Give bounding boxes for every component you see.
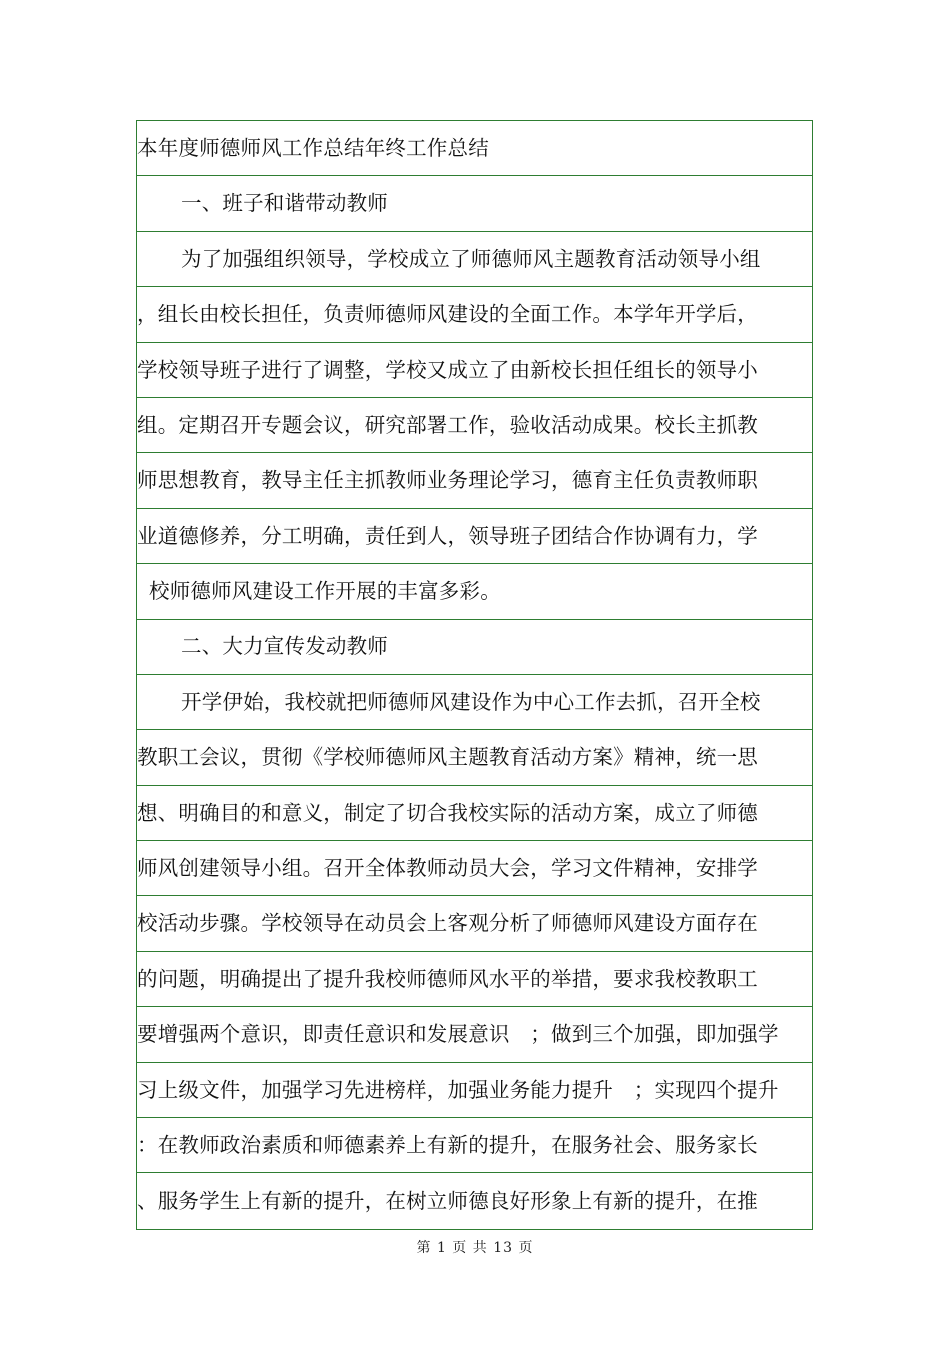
text-line: 学校领导班子进行了调整，学校又成立了由新校长担任组长的领导小: [137, 343, 812, 398]
text-line: 教职工会议，贯彻《学校师德师风主题教育活动方案》精神，统一思: [137, 730, 812, 785]
text-line: 师风创建领导小组。召开全体教师动员大会，学习文件精神，安排学: [137, 841, 812, 896]
text-line: 想、明确目的和意义，制定了切合我校实际的活动方案，成立了师德: [137, 786, 812, 841]
text-line: 业道德修养，分工明确，责任到人，领导班子团结合作协调有力，学: [137, 509, 812, 564]
text-line: 为了加强组织领导，学校成立了师德师风主题教育活动领导小组: [137, 232, 812, 287]
text-line: 校活动步骤。学校领导在动员会上客观分析了师德师风建设方面存在: [137, 896, 812, 951]
text-line: ，组长由校长担任，负责师德师风建设的全面工作。本学年开学后，: [137, 287, 812, 342]
page-number-footer: 第 1 页 共 13 页: [416, 1240, 534, 1256]
text-line: 组。定期召开专题会议，研究部署工作，验收活动成果。校长主抓教: [137, 398, 812, 453]
text-line: 师思想教育，教导主任主抓教师业务理论学习，德育主任负责教师职: [137, 453, 812, 508]
document-title: 本年度师德师风工作总结年终工作总结: [137, 121, 812, 176]
text-line: 的问题，明确提出了提升我校师德师风水平的举措，要求我校教职工: [137, 952, 812, 1007]
text-line: 、服务学生上有新的提升，在树立师德良好形象上有新的提升，在推: [137, 1188, 758, 1213]
document-text-table: [136, 120, 813, 1230]
text-line: 要增强两个意识，即责任意识和发展意识 ；做到三个加强，即加强学: [137, 1007, 812, 1062]
text-line: 开学伊始，我校就把师德师风建设作为中心工作去抓，召开全校: [137, 675, 812, 730]
text-line: 习上级文件，加强学习先进榜样，加强业务能力提升 ；实现四个提升: [137, 1063, 812, 1118]
text-line: 校师德师风建设工作开展的丰富多彩。: [137, 564, 812, 619]
section-heading-2: 二、大力宣传发动教师: [137, 620, 812, 675]
section-heading-1: 一、班子和谐带动教师: [137, 176, 812, 231]
text-line: ：在教师政治素质和师德素养上有新的提升，在服务社会、服务家长: [137, 1118, 812, 1173]
